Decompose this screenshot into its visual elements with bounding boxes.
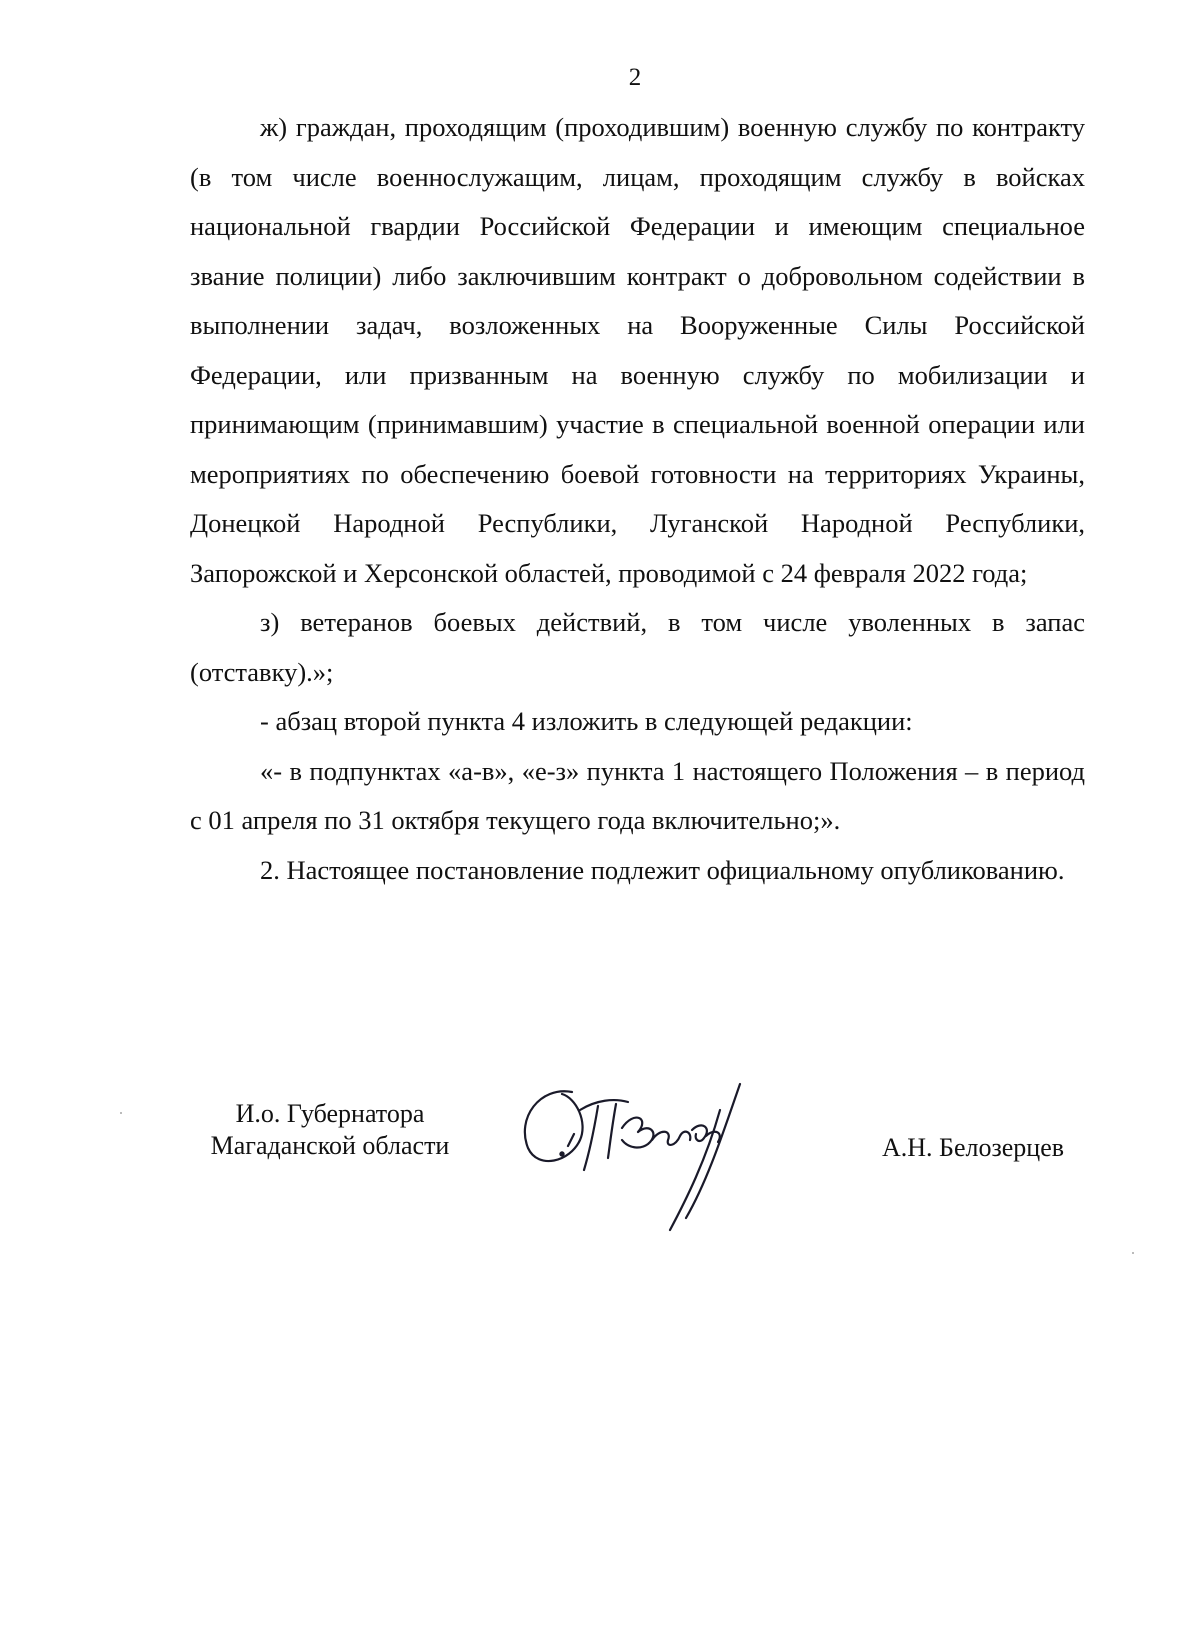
signatory-title-line1: И.о. Губернатора <box>235 1099 425 1128</box>
scan-speck <box>120 1112 122 1114</box>
paragraph-z: з) ветеранов боевых действий, в том числе уволенных в запас (отставку).»; <box>190 607 1085 687</box>
document-body <box>190 103 1085 895</box>
scan-speck <box>1132 1252 1134 1254</box>
page-number: 2 <box>628 64 642 91</box>
signatory-title <box>185 1098 475 1162</box>
paragraph-amendment-text: «- в подпунктах «а-в», «е-з» пункта 1 настоящего Положения – в период с 01 апреля по 31 октября текущего года включительно;». <box>190 755 1085 835</box>
signature-block <box>0 1070 1200 1240</box>
paragraph-amendment-instruction: - абзац второй пункта 4 изложить в следующей редакции: <box>260 706 913 736</box>
paragraph-publication: 2. Настоящее постановление подлежит официальному опубликованию. <box>260 854 1065 885</box>
signatory-name: А.Н. Белозерцев <box>882 1133 1065 1162</box>
signatory-title-line2: Магаданской области <box>210 1131 450 1160</box>
paragraph-zh: ж) граждан, проходящим (проходившим) военную службу по контракту (в том числе военнослужащим, лицам, проходящим службу в войсках национальной гвардии Российской Федерации и имеющим специальное звание полиции) либо заключившим контракт о добровольном содействии в выполнении задач, возложенных на Вооруженные Силы Российской Федерации, или призванным на военную службу по мобилизации и принимающим (принимавшим) участие в специальной военной операции или мероприятиях по обеспечению боевой готовности на территориях Украины, Донецкой Народной Республики, Луганской Народной Республики, Запорожской и Херсонской областей, проводимой с 24 февраля 2022 года; <box>190 112 1085 588</box>
handwritten-signature <box>510 1070 770 1245</box>
